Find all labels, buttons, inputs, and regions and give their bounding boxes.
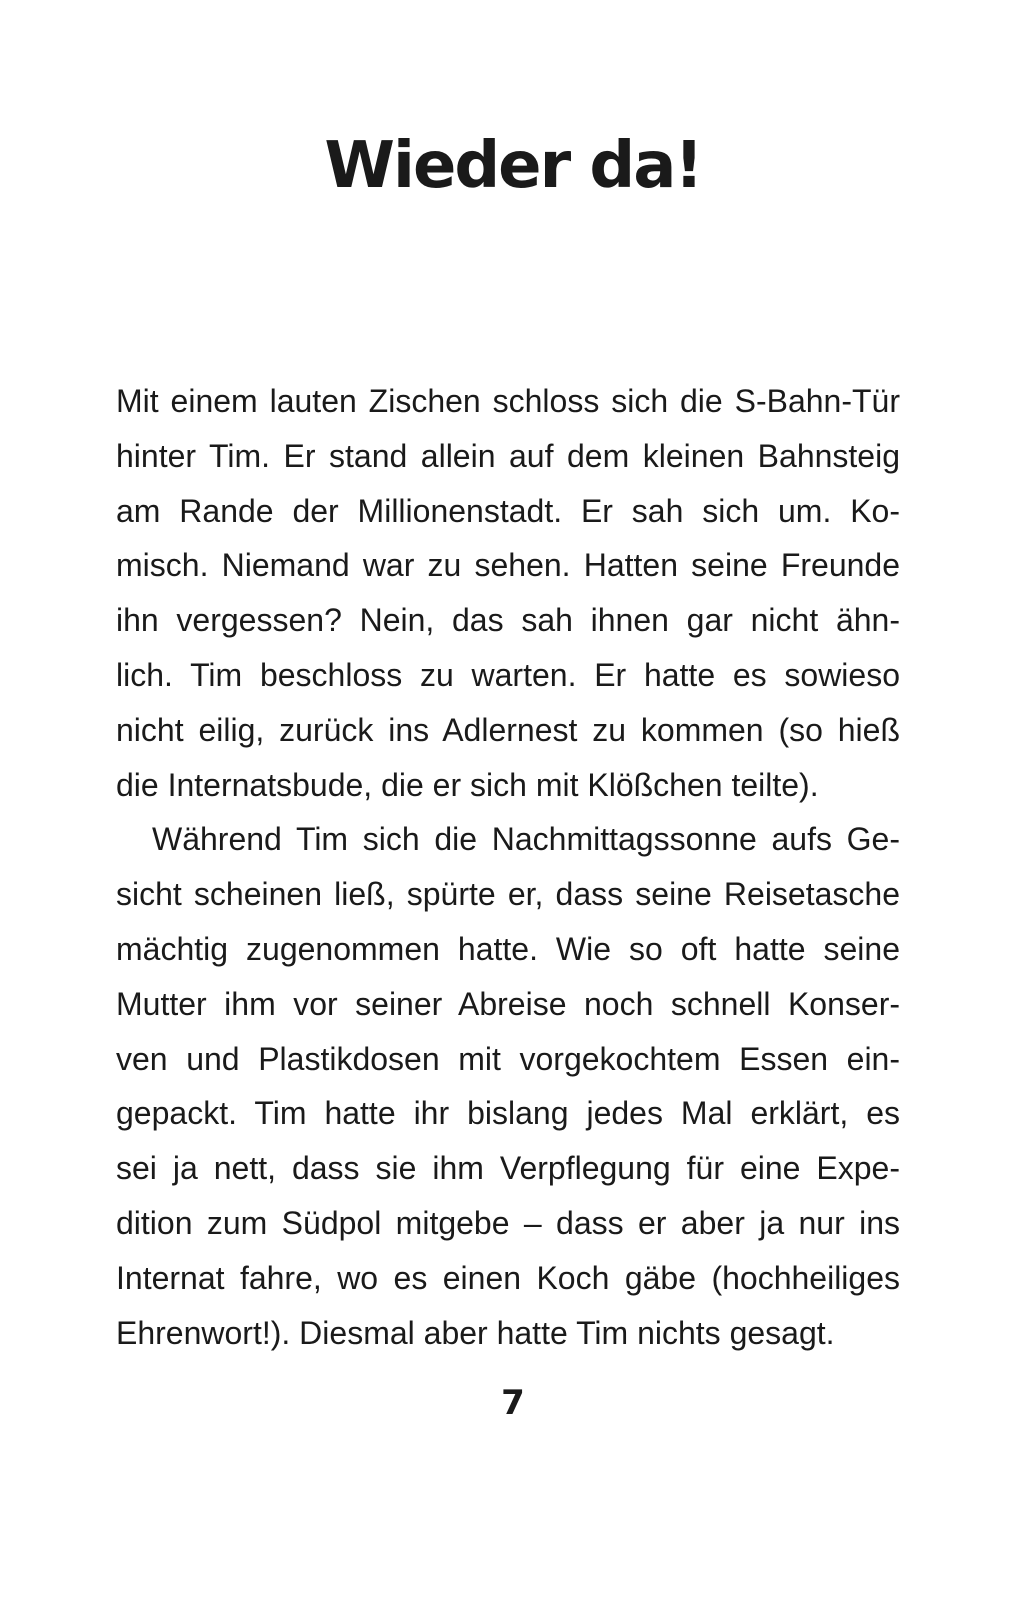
text-line: misch. Niemand war zu sehen. Hatten seine Freunde <box>116 547 900 584</box>
text-line: gepackt. Tim hatte ihr bislang jedes Mal erklärt, es <box>116 1095 900 1132</box>
text-line: sei ja nett, dass sie ihm Verpflegung für eine Expe- <box>116 1150 900 1187</box>
text-line: die Internatsbude, die er sich mit Klößchen teilte). <box>116 766 819 803</box>
text-line: hinter Tim. Er stand allein auf dem kleinen Bahnsteig <box>116 437 900 474</box>
text-line: sicht scheinen ließ, spürte er, dass seine Reisetasche <box>116 876 900 913</box>
text-line: Mutter ihm vor seiner Abreise noch schnell Konser- <box>116 985 900 1022</box>
page-number: 7 <box>501 1383 525 1423</box>
text-line: ihn vergessen? Nein, das sah ihnen gar nicht ähn- <box>116 602 900 639</box>
chapter-title: Wieder da! <box>324 129 702 203</box>
text-line: nicht eilig, zurück ins Adlernest zu kommen (so hieß <box>116 711 900 748</box>
text-line: mächtig zugenommen hatte. Wie so oft hatte seine <box>116 930 900 967</box>
body-text <box>116 374 900 1360</box>
text-line: Mit einem lauten Zischen schloss sich die S-Bahn-Tür <box>116 383 900 419</box>
text-line: am Rande der Millionenstadt. Er sah sich um. Ko- <box>116 492 900 529</box>
text-line: lich. Tim beschloss zu warten. Er hatte es sowieso <box>116 656 900 693</box>
text-line: Ehrenwort!). Diesmal aber hatte Tim nichts gesagt. <box>116 1314 835 1351</box>
text-line: Während Tim sich die Nachmittagssonne aufs Ge- <box>152 821 900 858</box>
text-line: ven und Plastikdosen mit vorgekochtem Essen ein- <box>116 1040 900 1077</box>
text-line: dition zum Südpol mitgebe – dass er aber ja nur ins <box>116 1204 900 1241</box>
text-line: Internat fahre, wo es einen Koch gäbe (hochheiliges <box>116 1259 900 1296</box>
